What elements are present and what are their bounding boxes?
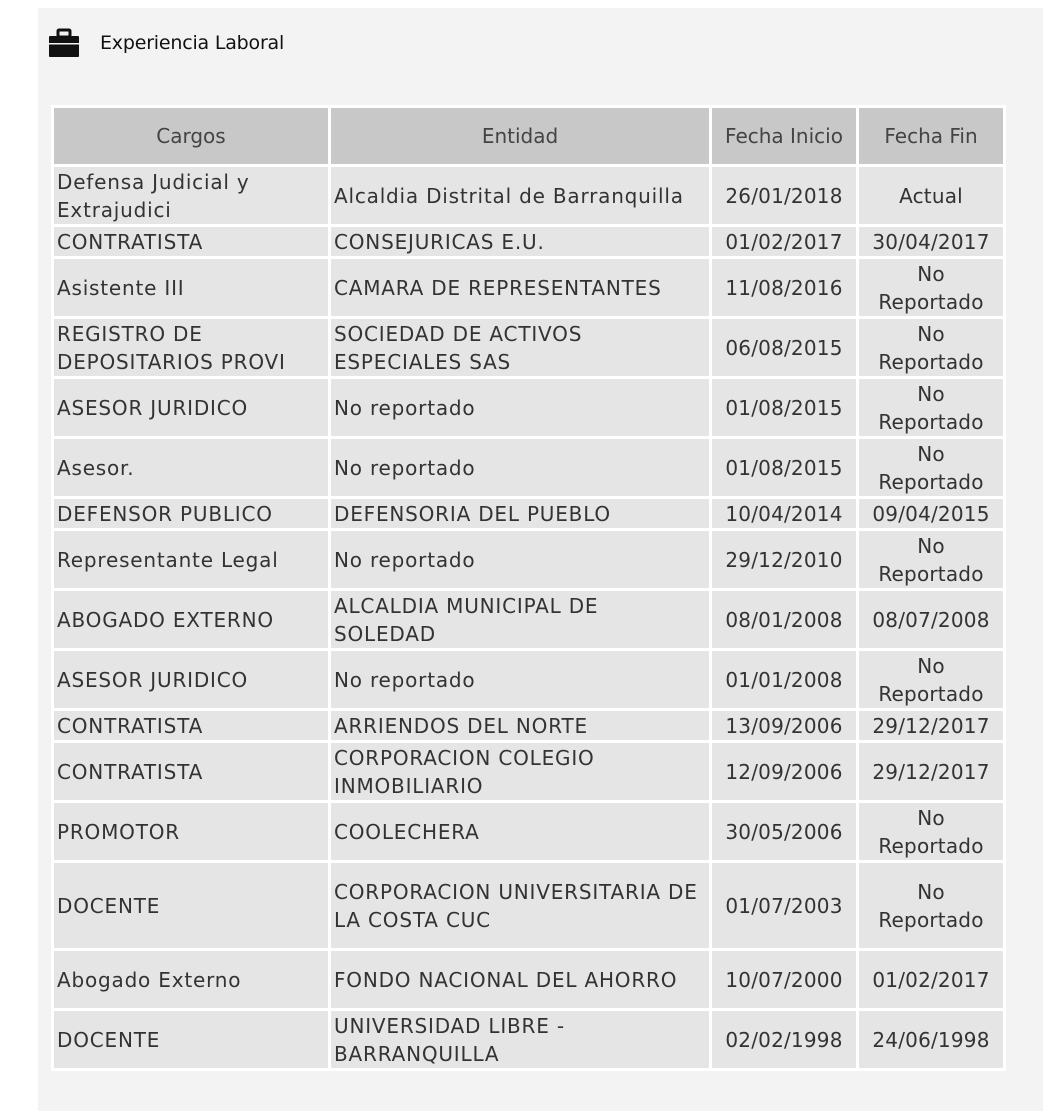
- cell-entidad: UNIVERSIDAD LIBRE - BARRANQUILLA: [331, 1011, 709, 1068]
- experiencia-laboral-panel: [38, 8, 1043, 1111]
- cell-fecha-inicio: 29/12/2010: [712, 531, 856, 588]
- cell-fecha-fin: No Reportado: [859, 379, 1003, 436]
- cell-entidad: No reportado: [331, 379, 709, 436]
- cell-fecha-fin: 08/07/2008: [859, 591, 1003, 648]
- cell-fecha-fin: No Reportado: [859, 651, 1003, 708]
- cell-fecha-inicio: 11/08/2016: [712, 259, 856, 316]
- table-row: [54, 379, 1003, 436]
- cell-fecha-fin: No Reportado: [859, 863, 1003, 948]
- experiencia-table: [51, 105, 1006, 1071]
- cell-fecha-fin: No Reportado: [859, 803, 1003, 860]
- cell-fecha-inicio: 01/01/2008: [712, 651, 856, 708]
- cell-cargo: Abogado Externo: [54, 951, 328, 1008]
- table-row: [54, 167, 1003, 224]
- table-row: [54, 227, 1003, 256]
- cell-entidad: CORPORACION UNIVERSITARIA DE LA COSTA CUC: [331, 863, 709, 948]
- cell-fecha-fin: No Reportado: [859, 319, 1003, 376]
- table-row: [54, 591, 1003, 648]
- cell-cargo: DEFENSOR PUBLICO: [54, 499, 328, 528]
- cell-cargo: Representante Legal: [54, 531, 328, 588]
- cell-cargo: DOCENTE: [54, 1011, 328, 1068]
- cell-fecha-fin: No Reportado: [859, 531, 1003, 588]
- cell-fecha-inicio: 30/05/2006: [712, 803, 856, 860]
- header-entidad: Entidad: [331, 108, 709, 164]
- cell-entidad: SOCIEDAD DE ACTIVOS ESPECIALES SAS: [331, 319, 709, 376]
- cell-fecha-fin: 29/12/2017: [859, 743, 1003, 800]
- cell-fecha-fin: No Reportado: [859, 439, 1003, 496]
- cell-fecha-inicio: 10/07/2000: [712, 951, 856, 1008]
- table-header-row: [54, 108, 1003, 164]
- table-row: [54, 743, 1003, 800]
- cell-fecha-inicio: 12/09/2006: [712, 743, 856, 800]
- section-title: Experiencia Laboral: [100, 32, 285, 54]
- cell-fecha-fin: 09/04/2015: [859, 499, 1003, 528]
- header-fecha-inicio: Fecha Inicio: [712, 108, 856, 164]
- cell-cargo: PROMOTOR: [54, 803, 328, 860]
- cell-fecha-fin: 24/06/1998: [859, 1011, 1003, 1068]
- cell-cargo: Defensa Judicial y Extrajudici: [54, 167, 328, 224]
- cell-entidad: No reportado: [331, 651, 709, 708]
- cell-cargo: ASESOR JURIDICO: [54, 651, 328, 708]
- cell-fecha-fin: Actual: [859, 167, 1003, 224]
- cell-fecha-inicio: 02/02/1998: [712, 1011, 856, 1068]
- cell-cargo: CONTRATISTA: [54, 711, 328, 740]
- table-row: [54, 259, 1003, 316]
- cell-fecha-inicio: 26/01/2018: [712, 167, 856, 224]
- cell-cargo: CONTRATISTA: [54, 743, 328, 800]
- table-row: [54, 319, 1003, 376]
- cell-fecha-inicio: 01/02/2017: [712, 227, 856, 256]
- cell-fecha-inicio: 01/08/2015: [712, 379, 856, 436]
- cell-cargo: Asesor.: [54, 439, 328, 496]
- cell-fecha-inicio: 01/07/2003: [712, 863, 856, 948]
- table-row: [54, 651, 1003, 708]
- table-row: [54, 531, 1003, 588]
- cell-cargo: REGISTRO DE DEPOSITARIOS PROVI: [54, 319, 328, 376]
- cell-entidad: ALCALDIA MUNICIPAL DE SOLEDAD: [331, 591, 709, 648]
- cell-entidad: No reportado: [331, 531, 709, 588]
- table-row: [54, 1011, 1003, 1068]
- cell-fecha-inicio: 08/01/2008: [712, 591, 856, 648]
- cell-fecha-fin: 01/02/2017: [859, 951, 1003, 1008]
- cell-entidad: DEFENSORIA DEL PUEBLO: [331, 499, 709, 528]
- cell-entidad: COOLECHERA: [331, 803, 709, 860]
- cell-entidad: CORPORACION COLEGIO INMOBILIARIO: [331, 743, 709, 800]
- cell-fecha-inicio: 10/04/2014: [712, 499, 856, 528]
- table-row: [54, 439, 1003, 496]
- cell-cargo: ABOGADO EXTERNO: [54, 591, 328, 648]
- cell-fecha-inicio: 01/08/2015: [712, 439, 856, 496]
- cell-entidad: CONSEJURICAS E.U.: [331, 227, 709, 256]
- briefcase-icon: [48, 28, 80, 58]
- cell-fecha-inicio: 13/09/2006: [712, 711, 856, 740]
- cell-entidad: CAMARA DE REPRESENTANTES: [331, 259, 709, 316]
- cell-cargo: Asistente III: [54, 259, 328, 316]
- header-cargos: Cargos: [54, 108, 328, 164]
- cell-fecha-fin: 29/12/2017: [859, 711, 1003, 740]
- cell-fecha-fin: No Reportado: [859, 259, 1003, 316]
- table-row: [54, 803, 1003, 860]
- cell-fecha-inicio: 06/08/2015: [712, 319, 856, 376]
- table-row: [54, 499, 1003, 528]
- cell-entidad: ARRIENDOS DEL NORTE: [331, 711, 709, 740]
- cell-fecha-fin: 30/04/2017: [859, 227, 1003, 256]
- cell-entidad: No reportado: [331, 439, 709, 496]
- cell-entidad: FONDO NACIONAL DEL AHORRO: [331, 951, 709, 1008]
- cell-cargo: CONTRATISTA: [54, 227, 328, 256]
- table-row: [54, 711, 1003, 740]
- table-row: [54, 951, 1003, 1008]
- header-fecha-fin: Fecha Fin: [859, 108, 1003, 164]
- section-header: [48, 26, 284, 60]
- cell-cargo: DOCENTE: [54, 863, 328, 948]
- cell-cargo: ASESOR JURIDICO: [54, 379, 328, 436]
- cell-entidad: Alcaldia Distrital de Barranquilla: [331, 167, 709, 224]
- table-row: [54, 863, 1003, 948]
